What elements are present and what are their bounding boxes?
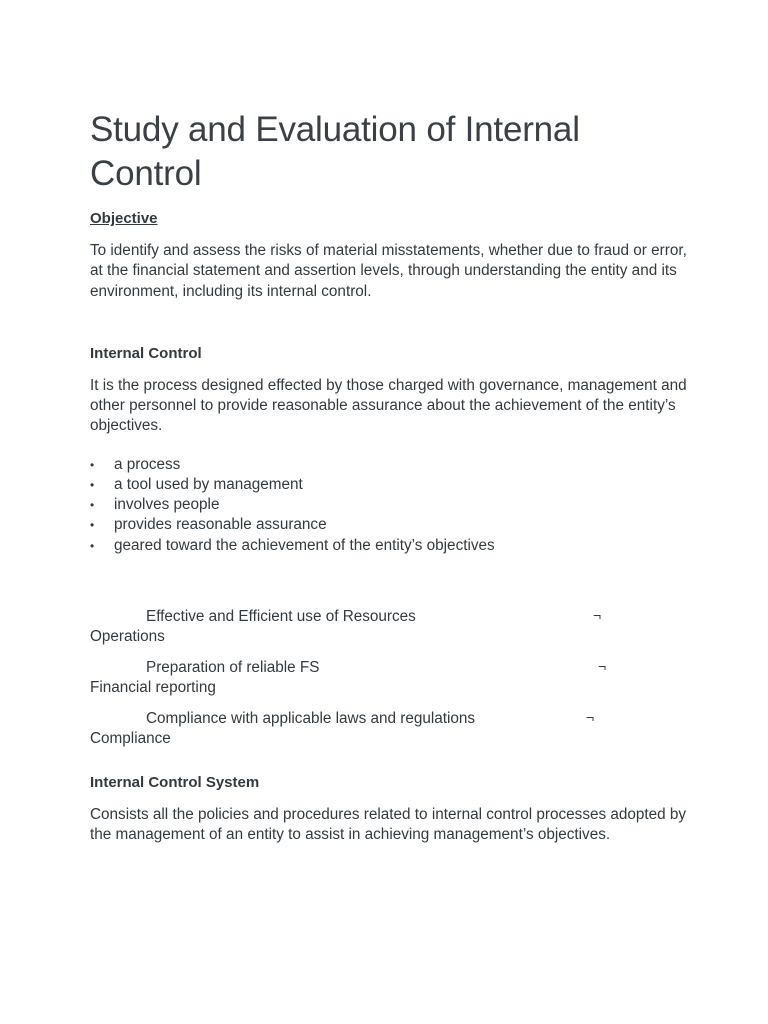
negation-symbol-icon: ¬ — [593, 606, 602, 623]
list-item-text: a process — [114, 455, 181, 473]
internal-control-system-heading: Internal Control System — [90, 773, 260, 791]
control-objective-category: Operations — [90, 627, 165, 645]
bullet-icon: • — [90, 538, 95, 553]
list-item-text: involves people — [114, 496, 220, 514]
objective-text: To identify and assess the risks of material misstatements, whether due to fraud or error, at the financial statement and assertion levels, through understanding the entity and its environment, including its internal control. — [90, 242, 687, 300]
list-item — [90, 455, 690, 475]
list-item — [90, 495, 690, 515]
bullet-icon: • — [90, 498, 95, 513]
control-objective-description: Compliance with applicable laws and regulations — [146, 709, 476, 727]
internal-control-heading: Internal Control — [90, 344, 202, 362]
control-objective-row-compliance — [90, 709, 690, 760]
bullet-icon: • — [90, 518, 95, 533]
bullet-icon: • — [90, 477, 95, 492]
bullet-icon: • — [90, 457, 95, 472]
internal-control-system-text: Consists all the policies and procedures related to internal control processes adopted by the management of an entity to assist in achieving management’s objectives. — [90, 805, 687, 844]
list-item — [90, 475, 690, 495]
document-title: Study and Evaluation of Internal Control — [90, 110, 580, 193]
document-page — [90, 108, 690, 845]
list-item — [90, 536, 690, 556]
list-item — [90, 515, 690, 535]
control-objective-description: Effective and Efficient use of Resources — [146, 607, 416, 625]
control-objective-row-operations — [90, 607, 690, 658]
control-objective-category: Financial reporting — [90, 678, 216, 696]
control-objective-description: Preparation of reliable FS — [146, 658, 320, 676]
internal-control-bullet-list — [90, 455, 690, 556]
list-item-text: provides reasonable assurance — [114, 516, 327, 534]
control-objective-category: Compliance — [90, 729, 171, 747]
control-objective-row-financial-reporting — [90, 658, 690, 709]
list-item-text: geared toward the achievement of the entity’s objectives — [114, 536, 495, 554]
list-item-text: a tool used by management — [114, 475, 303, 493]
negation-symbol-icon: ¬ — [598, 657, 607, 674]
internal-control-text: It is the process designed effected by those charged with governance, management and other personnel to provide reasonable assurance about the achievement of the entity’s objectives. — [90, 376, 687, 435]
negation-symbol-icon: ¬ — [586, 708, 595, 725]
objective-heading: Objective — [90, 210, 158, 227]
